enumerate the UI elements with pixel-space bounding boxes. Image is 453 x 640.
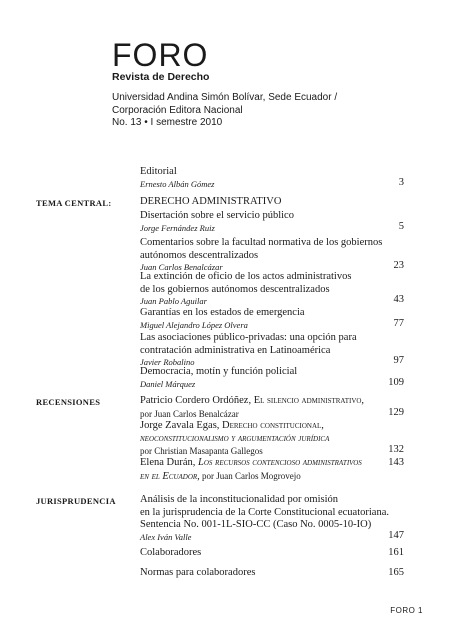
review-by: por Juan Carlos Benalcázar — [140, 408, 239, 419]
entry-author: Jorge Fernández Ruiz — [140, 222, 215, 233]
toc-entry — [140, 237, 404, 273]
entry-title-line-2: contratación administrativa en Latinoamérica — [140, 344, 331, 356]
entry-page: 43 — [393, 294, 404, 305]
section-label-jurisprudencia: JURISPRUDENCIA — [36, 496, 116, 506]
entry-title: Disertación sobre el servicio público — [140, 210, 294, 221]
toc-review — [140, 395, 404, 420]
publisher-info — [112, 92, 412, 130]
toc-entry — [140, 332, 404, 368]
section-label-tema-central: TEMA CENTRAL: — [36, 198, 112, 208]
entry-page: 143 — [388, 457, 404, 468]
entry-title-line-1: Las asociaciones público-privadas: una opción para — [140, 332, 357, 343]
entry-page: 77 — [393, 318, 404, 329]
toc-entry-editorial — [140, 166, 404, 190]
review-book: El silencio administrativo, — [253, 395, 365, 406]
section-label-recensiones: RECENSIONES — [36, 397, 101, 407]
entry-author: Miguel Alejandro López Olvera — [140, 319, 248, 330]
toc-review — [140, 457, 404, 483]
section-theme-title: DERECHO ADMINISTRATIVO — [140, 196, 282, 207]
entry-title-line-3: Sentencia No. 001-1L-SIO-CC (Caso No. 0005-10-IO) — [140, 519, 372, 530]
entry-page: 109 — [388, 377, 404, 388]
journal-logo: FORO — [112, 37, 209, 73]
masthead — [112, 37, 412, 130]
review-book-line-2: neoconstitucionalismo y argumentación jurídica — [140, 432, 330, 444]
entry-title-line-2: de los gobiernos autónomos descentralizados — [140, 283, 330, 295]
toc-entry-normas — [140, 567, 404, 580]
entry-author: Daniel Márquez — [140, 378, 196, 389]
toc-entry — [140, 494, 404, 543]
issue-line: No. 13 • I semestre 2010 — [112, 117, 223, 128]
review-title: Jorge Zavala Egas, Derecho constitucional, — [140, 420, 324, 431]
entry-author: Alex Iván Valle — [140, 531, 192, 542]
entry-page: 147 — [388, 530, 404, 541]
entry-page: 23 — [393, 260, 404, 271]
entry-title: Democracia, motín y función policial — [140, 366, 298, 377]
entry-page: 161 — [388, 547, 404, 558]
entry-page: 3 — [398, 177, 404, 188]
entry-author: Javier Robalino — [140, 357, 195, 367]
publisher-line-2: Corporación Editora Nacional — [112, 104, 243, 116]
review-title: Patricio Cordero Ordóñez, El silencio administrativo, — [140, 395, 365, 406]
entry-title: Normas para colaboradores — [140, 567, 256, 578]
entry-page: 129 — [388, 407, 404, 418]
entry-title-line-1: La extinción de oficio de los actos administrativos — [140, 271, 352, 282]
toc-entry — [140, 307, 404, 331]
publisher-line-1: Universidad Andina Simón Bolívar, Sede Ecuador / — [112, 92, 338, 103]
entry-page: 97 — [393, 355, 404, 366]
journal-subtitle: Revista de Derecho — [112, 71, 210, 83]
entry-title-line-1: Comentarios sobre la facultad normativa de los gobiernos — [140, 237, 383, 248]
review-line-2: en el Ecuador, por Juan Carlos Mogrovejo — [140, 470, 301, 482]
entry-title: Editorial — [140, 166, 177, 177]
entry-author: Ernesto Albán Gómez — [140, 178, 215, 189]
review-book: Derecho constitucional, — [222, 420, 324, 431]
entry-page: 5 — [398, 221, 404, 232]
toc-review — [140, 420, 404, 458]
toc-entry — [140, 210, 404, 234]
toc-entry-colaboradores — [140, 547, 404, 560]
review-book: Los recursos contencioso administrativos — [198, 457, 362, 468]
entry-author: Juan Carlos Benalcázar — [140, 262, 223, 272]
toc-entry — [140, 366, 404, 390]
entry-page: 132 — [388, 444, 404, 455]
entry-author: Juan Pablo Aguilar — [140, 296, 207, 306]
entry-title-line-2: en la jurisprudencia de la Corte Constitucional ecuatoriana. — [140, 506, 389, 518]
toc-entry — [140, 271, 404, 307]
entry-title-line-1: Análisis de la inconstitucionalidad por omisión — [140, 494, 339, 505]
entry-title: Garantías en los estados de emergencia — [140, 307, 305, 318]
review-title: Elena Durán, Los recursos contencioso administrativos — [140, 457, 362, 468]
review-by: por Christian Masapanta Gallegos — [140, 446, 263, 456]
page-footer: FORO 1 — [390, 606, 423, 615]
entry-page: 165 — [388, 567, 404, 578]
entry-title: Colaboradores — [140, 547, 202, 558]
entry-title-line-2: autónomos descentralizados — [140, 249, 259, 261]
